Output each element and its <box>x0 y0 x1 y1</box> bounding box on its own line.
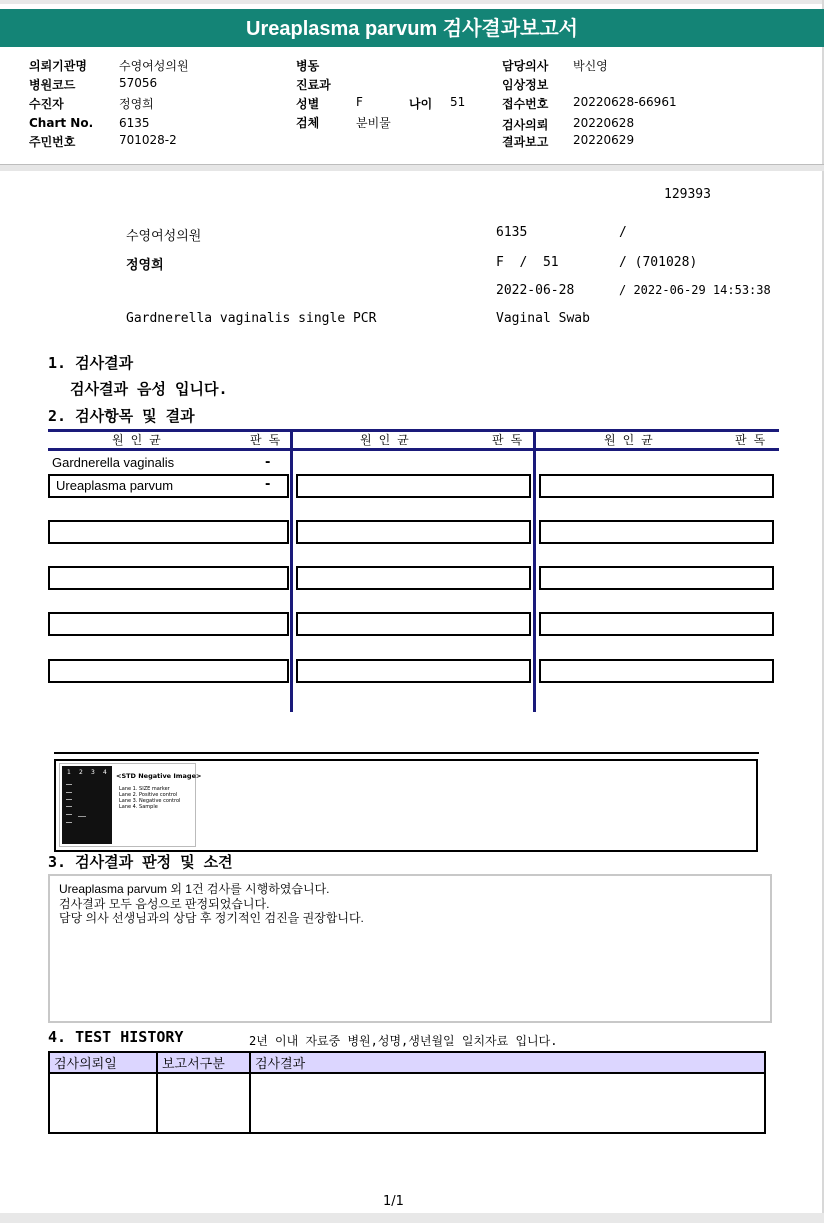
marker-band <box>66 814 72 815</box>
gel-top-rule <box>54 752 759 754</box>
header-label: 병동 <box>296 59 320 73</box>
report-title: Ureaplasma parvum 검사결과보고서 <box>0 9 824 47</box>
marker-band <box>66 792 72 793</box>
specimen-type: Vaginal Swab <box>496 311 590 326</box>
marker-band <box>66 784 72 785</box>
header-value: 정영희 <box>119 97 154 111</box>
table-row <box>49 1073 765 1133</box>
result-cell <box>539 520 774 544</box>
header-label: 접수번호 <box>502 97 549 111</box>
grid-divider <box>290 429 293 712</box>
header-label: 진료과 <box>296 78 331 92</box>
opinion-line: Ureaplasma parvum 외 1건 검사를 시행하였습니다. <box>59 882 330 896</box>
patient-name: 정영희 <box>126 258 164 273</box>
lane-number: 1 <box>67 769 71 776</box>
opinion-text <box>59 882 364 926</box>
col-pathogen-header: 원인균 <box>360 433 416 447</box>
item-result: - <box>265 455 271 470</box>
gel-legend-item: Lane 1. SIZE marker <box>119 786 170 792</box>
header-label: 담당의사 <box>502 59 549 73</box>
header-label: 검체 <box>296 116 320 130</box>
header-label: 성별 <box>296 97 320 111</box>
header-label: 수진자 <box>29 97 64 111</box>
header-value: 수영여성의원 <box>119 59 189 73</box>
opinion-line: 검사결과 모두 음성으로 판정되었습니다. <box>59 896 270 911</box>
result-cell <box>296 566 531 590</box>
history-cell <box>250 1073 765 1133</box>
header-value: 701028-2 <box>119 133 177 147</box>
header-label: 결과보고 <box>502 135 549 149</box>
grid-divider <box>533 429 536 712</box>
section2-heading: 2. 검사항목 및 결과 <box>48 407 195 425</box>
gel-legend-item: Lane 4. Sample <box>119 804 158 810</box>
header-value: 박신영 <box>573 59 608 73</box>
header-label: 의뢰기관명 <box>29 59 87 73</box>
col-judge-header: 판독 <box>735 433 773 447</box>
history-col-request-date: 검사의뢰일 <box>49 1052 157 1073</box>
header-value: 20220628-66961 <box>573 95 677 109</box>
result-cell <box>296 474 531 498</box>
header-label: 주민번호 <box>29 135 76 149</box>
history-note: 2년 이내 자료중 병원,성명,생년월일 일치자료 입니다. <box>249 1034 558 1048</box>
result-cell <box>296 520 531 544</box>
gel-thumbnail <box>59 763 202 847</box>
result-cell <box>539 474 774 498</box>
test-name: Gardnerella vaginalis single PCR <box>126 311 377 326</box>
marker-band <box>66 822 72 823</box>
report-id: 129393 <box>664 187 711 202</box>
result-cell <box>539 612 774 636</box>
history-table <box>48 1051 766 1134</box>
lane-number: 2 <box>79 769 83 776</box>
opinion-line: 담당 의사 선생님과의 상담 후 정기적인 검진을 권장합니다. <box>59 911 364 925</box>
header-value: 20220629 <box>573 133 635 147</box>
hospital-name: 수영여성의원 <box>126 229 202 244</box>
gel-photo <box>62 766 112 844</box>
request-date: 2022-06-28 <box>496 283 575 298</box>
col-pathogen-header: 원인균 <box>604 433 660 447</box>
result-cell <box>48 566 289 590</box>
section4-heading: 4. TEST HISTORY <box>48 1028 184 1046</box>
header-value: 20220628 <box>573 116 635 130</box>
header-label: 검사의뢰 <box>502 118 549 132</box>
bottom-strip <box>0 1213 824 1223</box>
header-value: 51 <box>450 95 466 109</box>
header-label: 나이 <box>409 97 433 111</box>
header-label: 임상정보 <box>502 78 549 92</box>
grid-header-rule <box>48 448 779 451</box>
header-value: 분비물 <box>356 116 391 130</box>
result-cell <box>48 659 289 683</box>
top-toolbar-strip <box>0 0 824 4</box>
header-label: Chart No. <box>29 116 94 130</box>
history-col-result: 검사결과 <box>250 1052 765 1073</box>
chart-separator: / <box>619 225 627 240</box>
col-judge-header: 판독 <box>250 433 288 447</box>
section1-heading: 1. 검사결과 <box>48 354 134 372</box>
lane-number: 4 <box>103 769 107 776</box>
sex-age: F / 51 <box>496 255 559 270</box>
report-datetime: / 2022-06-29 14:53:38 <box>619 283 771 297</box>
item-result: - <box>265 477 271 492</box>
section1-result: 검사결과 음성 입니다. <box>70 380 228 398</box>
gel-legend-item: Lane 2. Positive control <box>119 792 178 798</box>
gel-legend <box>119 786 180 810</box>
item-name: Gardnerella vaginalis <box>52 455 175 470</box>
marker-band <box>66 799 72 800</box>
col-judge-header: 판독 <box>492 433 530 447</box>
page-number: 1/1 <box>383 1194 404 1209</box>
birth-date: / (701028) <box>619 255 698 270</box>
opinion-box <box>48 874 772 1023</box>
header-separator <box>0 164 824 171</box>
result-cell <box>48 612 289 636</box>
lane-number: 3 <box>91 769 95 776</box>
control-band <box>78 816 86 817</box>
history-cell <box>157 1073 250 1133</box>
header-value: F <box>356 95 363 109</box>
section3-heading: 3. 검사결과 판정 및 소견 <box>48 853 233 871</box>
gel-legend-item: Lane 3. Negative control <box>119 798 181 804</box>
header-value: 6135 <box>119 116 150 130</box>
col-pathogen-header: 원인균 <box>112 433 168 447</box>
marker-band <box>66 806 72 807</box>
chart-number: 6135 <box>496 225 528 240</box>
result-cell <box>296 659 531 683</box>
result-cell <box>48 520 289 544</box>
history-col-report-type: 보고서구분 <box>157 1052 250 1073</box>
history-cell <box>49 1073 157 1133</box>
item-name: Ureaplasma parvum <box>56 478 174 493</box>
result-cell <box>48 474 289 498</box>
result-cell <box>539 659 774 683</box>
result-cell <box>296 612 531 636</box>
gel-title: <STD Negative Image> <box>116 772 202 780</box>
header-label: 병원코드 <box>29 78 76 92</box>
result-cell <box>539 566 774 590</box>
header-value: 57056 <box>119 76 158 90</box>
